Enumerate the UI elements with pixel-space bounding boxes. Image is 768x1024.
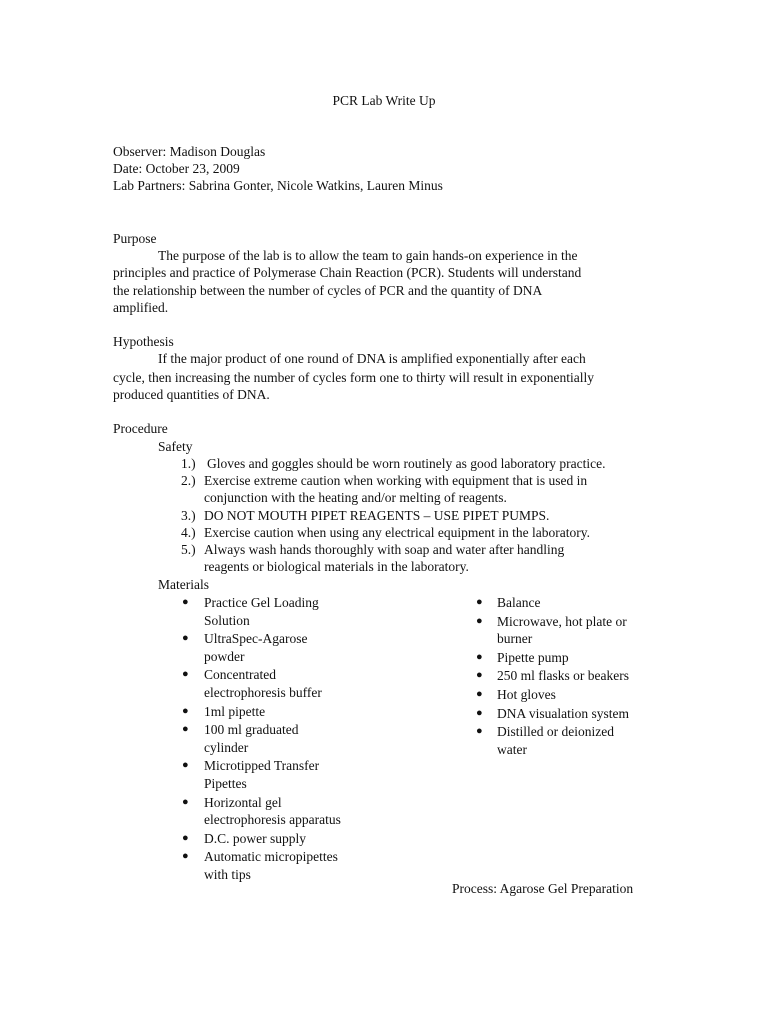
- materials-item: Solution: [204, 612, 250, 628]
- materials-item: 250 ml flasks or beakers: [497, 668, 629, 684]
- safety-item-text: Always wash hands thoroughly with soap and water after handling: [204, 542, 565, 557]
- materials-item: Automatic micropipettes: [204, 849, 338, 865]
- bullet-icon: ●: [476, 706, 483, 719]
- materials-item: UltraSpec-Agarose: [204, 631, 308, 647]
- purpose-line: principles and practice of Polymerase Chain Reaction (PCR). Students will understand: [113, 265, 582, 280]
- hypothesis-line: produced quantities of DNA.: [113, 387, 270, 402]
- materials-heading: Materials: [158, 577, 209, 592]
- bullet-icon: ●: [182, 723, 189, 736]
- hypothesis-line: cycle, then increasing the number of cycles form one to thirty will result in exponentially: [113, 370, 594, 385]
- procedure-heading: Procedure: [113, 421, 168, 436]
- materials-item: electrophoresis buffer: [204, 685, 322, 700]
- materials-item: water: [497, 741, 527, 757]
- bullet-icon: ●: [476, 725, 483, 738]
- purpose-line: the relationship between the number of cycles of PCR and the quantity of DNA: [113, 283, 543, 298]
- purpose-line: The purpose of the lab is to allow the team to gain hands-on experience in the: [158, 248, 578, 263]
- safety-item-text: Exercise caution when using any electrical equipment in the laboratory.: [204, 525, 590, 540]
- bullet-icon: ●: [182, 632, 189, 645]
- hypothesis-line: If the major product of one round of DNA is amplified exponentially after each: [158, 351, 586, 366]
- materials-item: Concentrated: [204, 667, 276, 683]
- materials-item: DNA visualation system: [497, 705, 629, 721]
- materials-item: Pipettes: [204, 776, 247, 791]
- safety-item-text: conjunction with the heating and/or melting of reagents.: [204, 490, 507, 505]
- purpose-line: amplified.: [113, 300, 169, 315]
- bullet-icon: ●: [182, 850, 189, 863]
- materials-item: D.C. power supply: [204, 830, 306, 846]
- purpose-heading: Purpose: [113, 231, 157, 246]
- materials-item: cylinder: [204, 739, 249, 755]
- hypothesis-heading: Hypothesis: [113, 334, 174, 349]
- bullet-icon: ●: [182, 831, 189, 844]
- materials-item: Microtipped Transfer: [204, 758, 320, 774]
- materials-item: powder: [204, 648, 245, 664]
- materials-item: 1ml pipette: [204, 703, 266, 719]
- materials-item: Horizontal gel: [204, 794, 282, 810]
- safety-item-number: 5.): [181, 542, 196, 557]
- date-line: Date: October 23, 2009: [113, 161, 240, 176]
- materials-item: Pipette pump: [497, 649, 569, 665]
- bullet-icon: ●: [476, 688, 483, 700]
- materials-item: Hot gloves: [497, 687, 556, 702]
- bullet-icon: ●: [182, 668, 189, 681]
- materials-item: electrophoresis apparatus: [204, 812, 341, 828]
- observer-line: Observer: Madison Douglas: [113, 144, 266, 159]
- bullet-icon: ●: [476, 669, 483, 682]
- safety-item-text: Exercise extreme caution when working with equipment that is used in: [204, 473, 588, 488]
- materials-item: burner: [497, 631, 533, 647]
- safety-item-number: 2.): [181, 473, 196, 488]
- materials-item: Distilled or deionized: [497, 724, 614, 740]
- materials-item: with tips: [204, 867, 251, 882]
- lab-partners-line: Lab Partners: Sabrina Gonter, Nicole Watkins, Lauren Minus: [113, 178, 443, 193]
- process-heading: Process: Agarose Gel Preparation: [452, 881, 634, 896]
- safety-item-number: 1.): [181, 456, 196, 471]
- bullet-icon: ●: [182, 759, 189, 772]
- bullet-icon: ●: [476, 650, 483, 663]
- materials-item: Microwave, hot plate or: [497, 613, 627, 629]
- safety-item-number: 4.): [181, 525, 196, 540]
- safety-item-text: reagents or biological materials in the laboratory.: [204, 559, 469, 574]
- safety-item-number: 3.): [181, 508, 196, 523]
- page-title: PCR Lab Write Up: [332, 93, 436, 108]
- bullet-icon: ●: [476, 614, 483, 627]
- safety-item-text: Gloves and goggles should be worn routinely as good laboratory practice.: [207, 456, 606, 471]
- bullet-icon: ●: [182, 596, 189, 608]
- bullet-icon: ●: [182, 795, 189, 808]
- bullet-icon: ●: [182, 704, 189, 717]
- safety-item-text: DO NOT MOUTH PIPET REAGENTS – USE PIPET PUMPS.: [204, 508, 550, 523]
- materials-item: 100 ml graduated: [204, 722, 299, 738]
- bullet-icon: ●: [476, 596, 483, 608]
- materials-item: Practice Gel Loading: [204, 595, 319, 610]
- safety-heading: Safety: [158, 439, 193, 454]
- materials-item: Balance: [497, 595, 541, 610]
